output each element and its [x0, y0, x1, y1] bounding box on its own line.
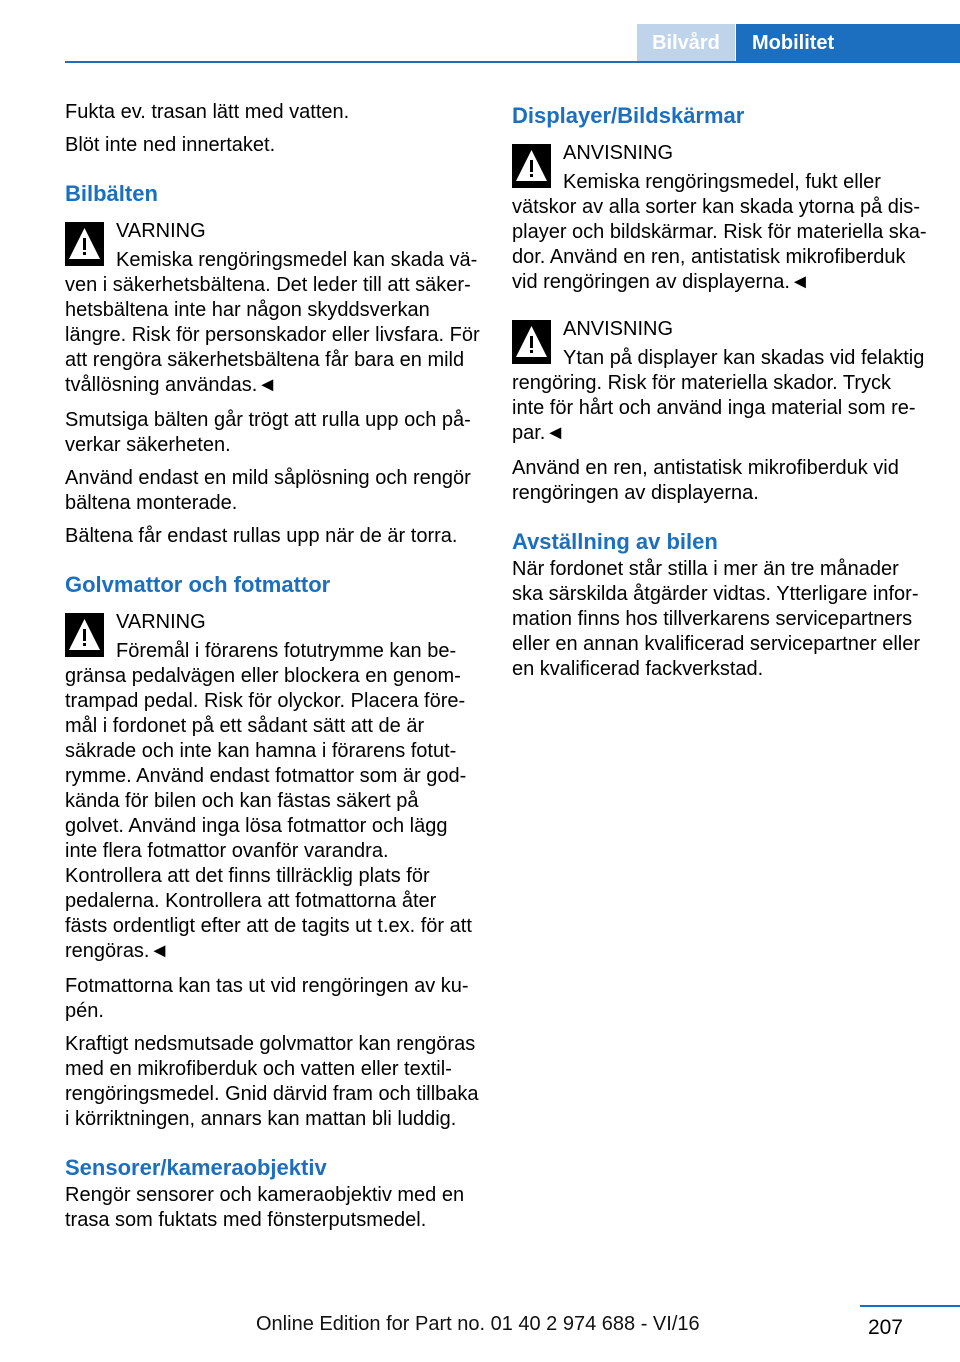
- notice-box: [512, 137, 927, 295]
- paragraph: Fotmattorna kan tas ut vid rengöringen av kupén.: [65, 975, 469, 1022]
- paragraph: Använd en ren, antistatisk mikrofiberduk vid rengöringen av displayerna.: [512, 457, 899, 504]
- left-column: [65, 100, 480, 1241]
- warning-triangle-icon: [512, 144, 551, 188]
- warning-title: VARNING: [116, 220, 206, 242]
- section-heading-sensorer: Sensorer/kameraobjektiv: [65, 1155, 327, 1180]
- warning-title: VARNING: [116, 611, 206, 633]
- warning-text: Kemiska rengöringsmedel kan skada väven i säkerhetsbältena. Det leder till att säkerhetsbältena inte har någon skyddsverkan längre. Risk för personskador eller livsfara. För att rengöra säkerhetsbältena får bara en mild tvållösning användas.◄: [65, 249, 480, 396]
- section-heading-displayer: Displayer/Bildskärmar: [512, 103, 745, 128]
- tab-mobilitet[interactable]: Mobilitet: [736, 24, 960, 61]
- right-column: [512, 100, 927, 690]
- page-header: [0, 0, 960, 64]
- paragraph: Fukta ev. trasan lätt med vatten.: [65, 101, 350, 123]
- paragraph: Bältena får endast rullas upp när de är torra.: [65, 525, 458, 547]
- warning-triangle-icon: [512, 320, 551, 364]
- paragraph: Blöt inte ned innertaket.: [65, 134, 276, 156]
- paragraph: Rengör sensorer och kameraobjektiv med en trasa som fuktats med fönsterputsmedel.: [65, 1184, 465, 1231]
- paragraph: Smutsiga bälten går trögt att rulla upp och påverkar säkerheten.: [65, 409, 471, 456]
- notice-title: ANVISNING: [563, 142, 674, 164]
- warning-text: Föremål i förarens fotutrymme kan begränsa pedalvägen eller blockera en genomtrampad pedal. Risk för olyckor. Placera föremål i fordonet på ett sådant sätt att de är säkrade och inte kan hamna i förarens fotutrymme. Använd endast fotmattor som är godkända för bilen och kan fästas säkert på golvet. Använd inga lösa fotmattor och lägg inte flera fotmattor ovanför varandra. Kontrollera att det finns tillräcklig plats för pedalerna. Kontrollera att fotmattorna åter fästs ordentligt efter att de tagits ut t.ex. för att rengöras.◄: [65, 640, 472, 962]
- paragraph: När fordonet står stilla i mer än tre månader ska särskilda åtgärder vidtas. Ytterligare information finns hos tillverkarens servicepartners eller en annan kvalificerad servicepartner eller en kvalificerad fackverkstad.: [512, 558, 920, 680]
- edition-footer: Online Edition for Part no. 01 40 2 974 688 - VI/16: [256, 1313, 700, 1335]
- notice-box: [512, 313, 927, 446]
- paragraph: Använd endast en mild såplösning och rengör bältena monterade.: [65, 467, 471, 514]
- warning-box: [65, 606, 480, 964]
- section-heading-bilbalten: Bilbälten: [65, 181, 158, 206]
- paragraph: Kraftigt nedsmutsade golvmattor kan rengöras med en mikrofiberduk och vatten eller textilrengöringsmedel. Gnid därvid fram och tillbaka i körriktningen, annars kan mattan bli luddig.: [65, 1033, 479, 1130]
- notice-text: Kemiska rengöringsmedel, fukt eller vätskor av alla sorter kan skada ytorna på displayer och bildskärmar. Risk för materiella skador. Använd en ren, antistatisk mikrofiberduk vid rengöringen av displayerna.◄: [512, 171, 927, 293]
- notice-title: ANVISNING: [563, 318, 674, 340]
- warning-triangle-icon: [65, 222, 104, 266]
- warning-triangle-icon: [65, 613, 104, 657]
- page-number: 207: [867, 1316, 903, 1339]
- footer-rule: [860, 1305, 960, 1307]
- section-heading-golvmattor: Golvmattor och fotmattor: [65, 572, 331, 597]
- notice-text: Ytan på displayer kan skadas vid felaktig rengöring. Risk för materiella skador. Tryck inte för hårt och använd inga material som repar.◄: [512, 347, 925, 444]
- warning-box: [65, 215, 480, 398]
- tab-bilvard[interactable]: Bilvård: [637, 24, 735, 61]
- header-rule: [65, 61, 960, 63]
- section-heading-avstallning: Avställning av bilen: [512, 529, 718, 554]
